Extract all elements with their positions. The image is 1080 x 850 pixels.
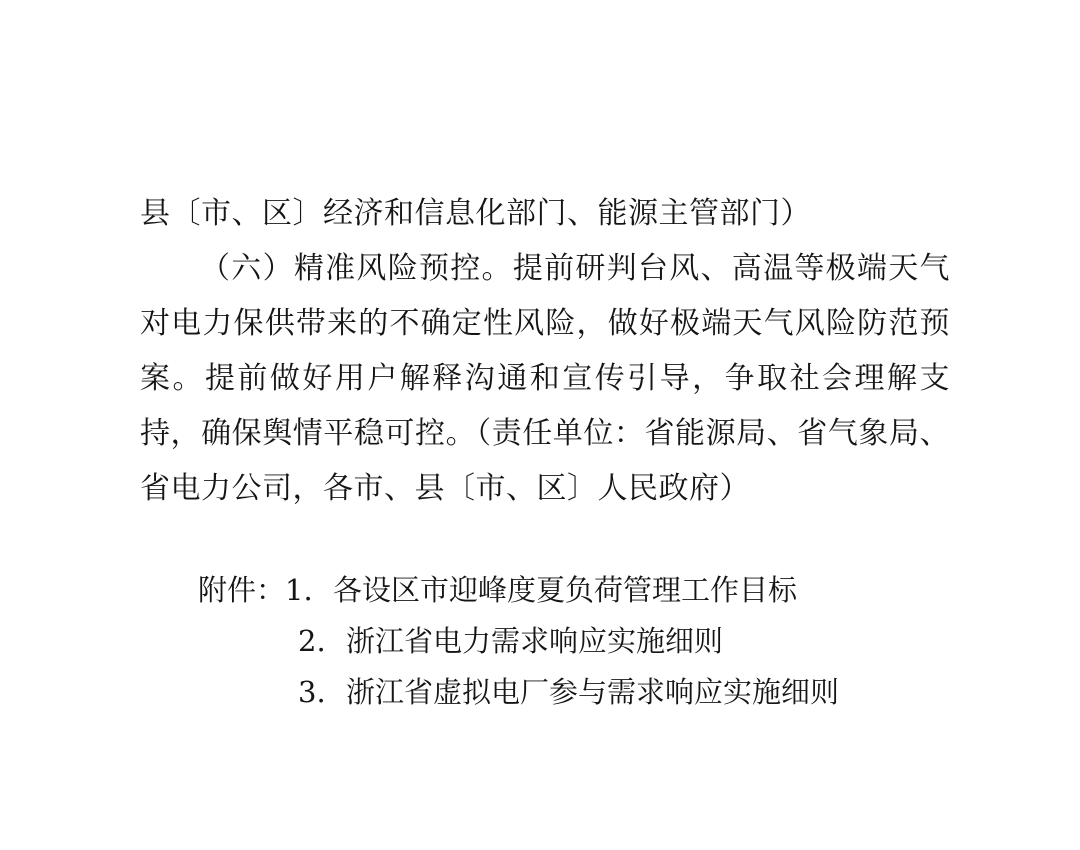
attachment-item-2 xyxy=(198,616,958,667)
paragraph-section-six: （六）精准风险预控。提前研判台风、高温等极端天气对电力保供带来的不确定性风险，做好极端天气风险防范预案。提前做好用户解释沟通和宣传引导，争取社会理解支持，确保舆情平稳可控。（责任单位：省能源局、省气象局、省电力公司，各市、县〔市、区〕人民政府） xyxy=(140,251,950,506)
attachment-title-1: 各设区市迎峰度夏负荷管理工作目标 xyxy=(333,573,798,607)
attachment-number-2: 2. xyxy=(298,624,326,658)
attachment-item-1 xyxy=(198,565,958,616)
attachment-number-3: 3. xyxy=(298,675,326,709)
paragraph-continued-line: 县〔市、区〕经济和信息化部门、能源主管部门） xyxy=(140,196,811,231)
attachment-list-label: 附件： xyxy=(198,573,286,607)
attachment-list xyxy=(198,565,958,718)
attachment-number-1: 1. xyxy=(285,573,313,607)
attachment-title-2: 浙江省电力需求响应实施细则 xyxy=(346,624,724,658)
document-body xyxy=(140,186,950,516)
attachment-item-3 xyxy=(198,667,958,718)
attachment-title-3: 浙江省虚拟电厂参与需求响应实施细则 xyxy=(346,675,840,709)
